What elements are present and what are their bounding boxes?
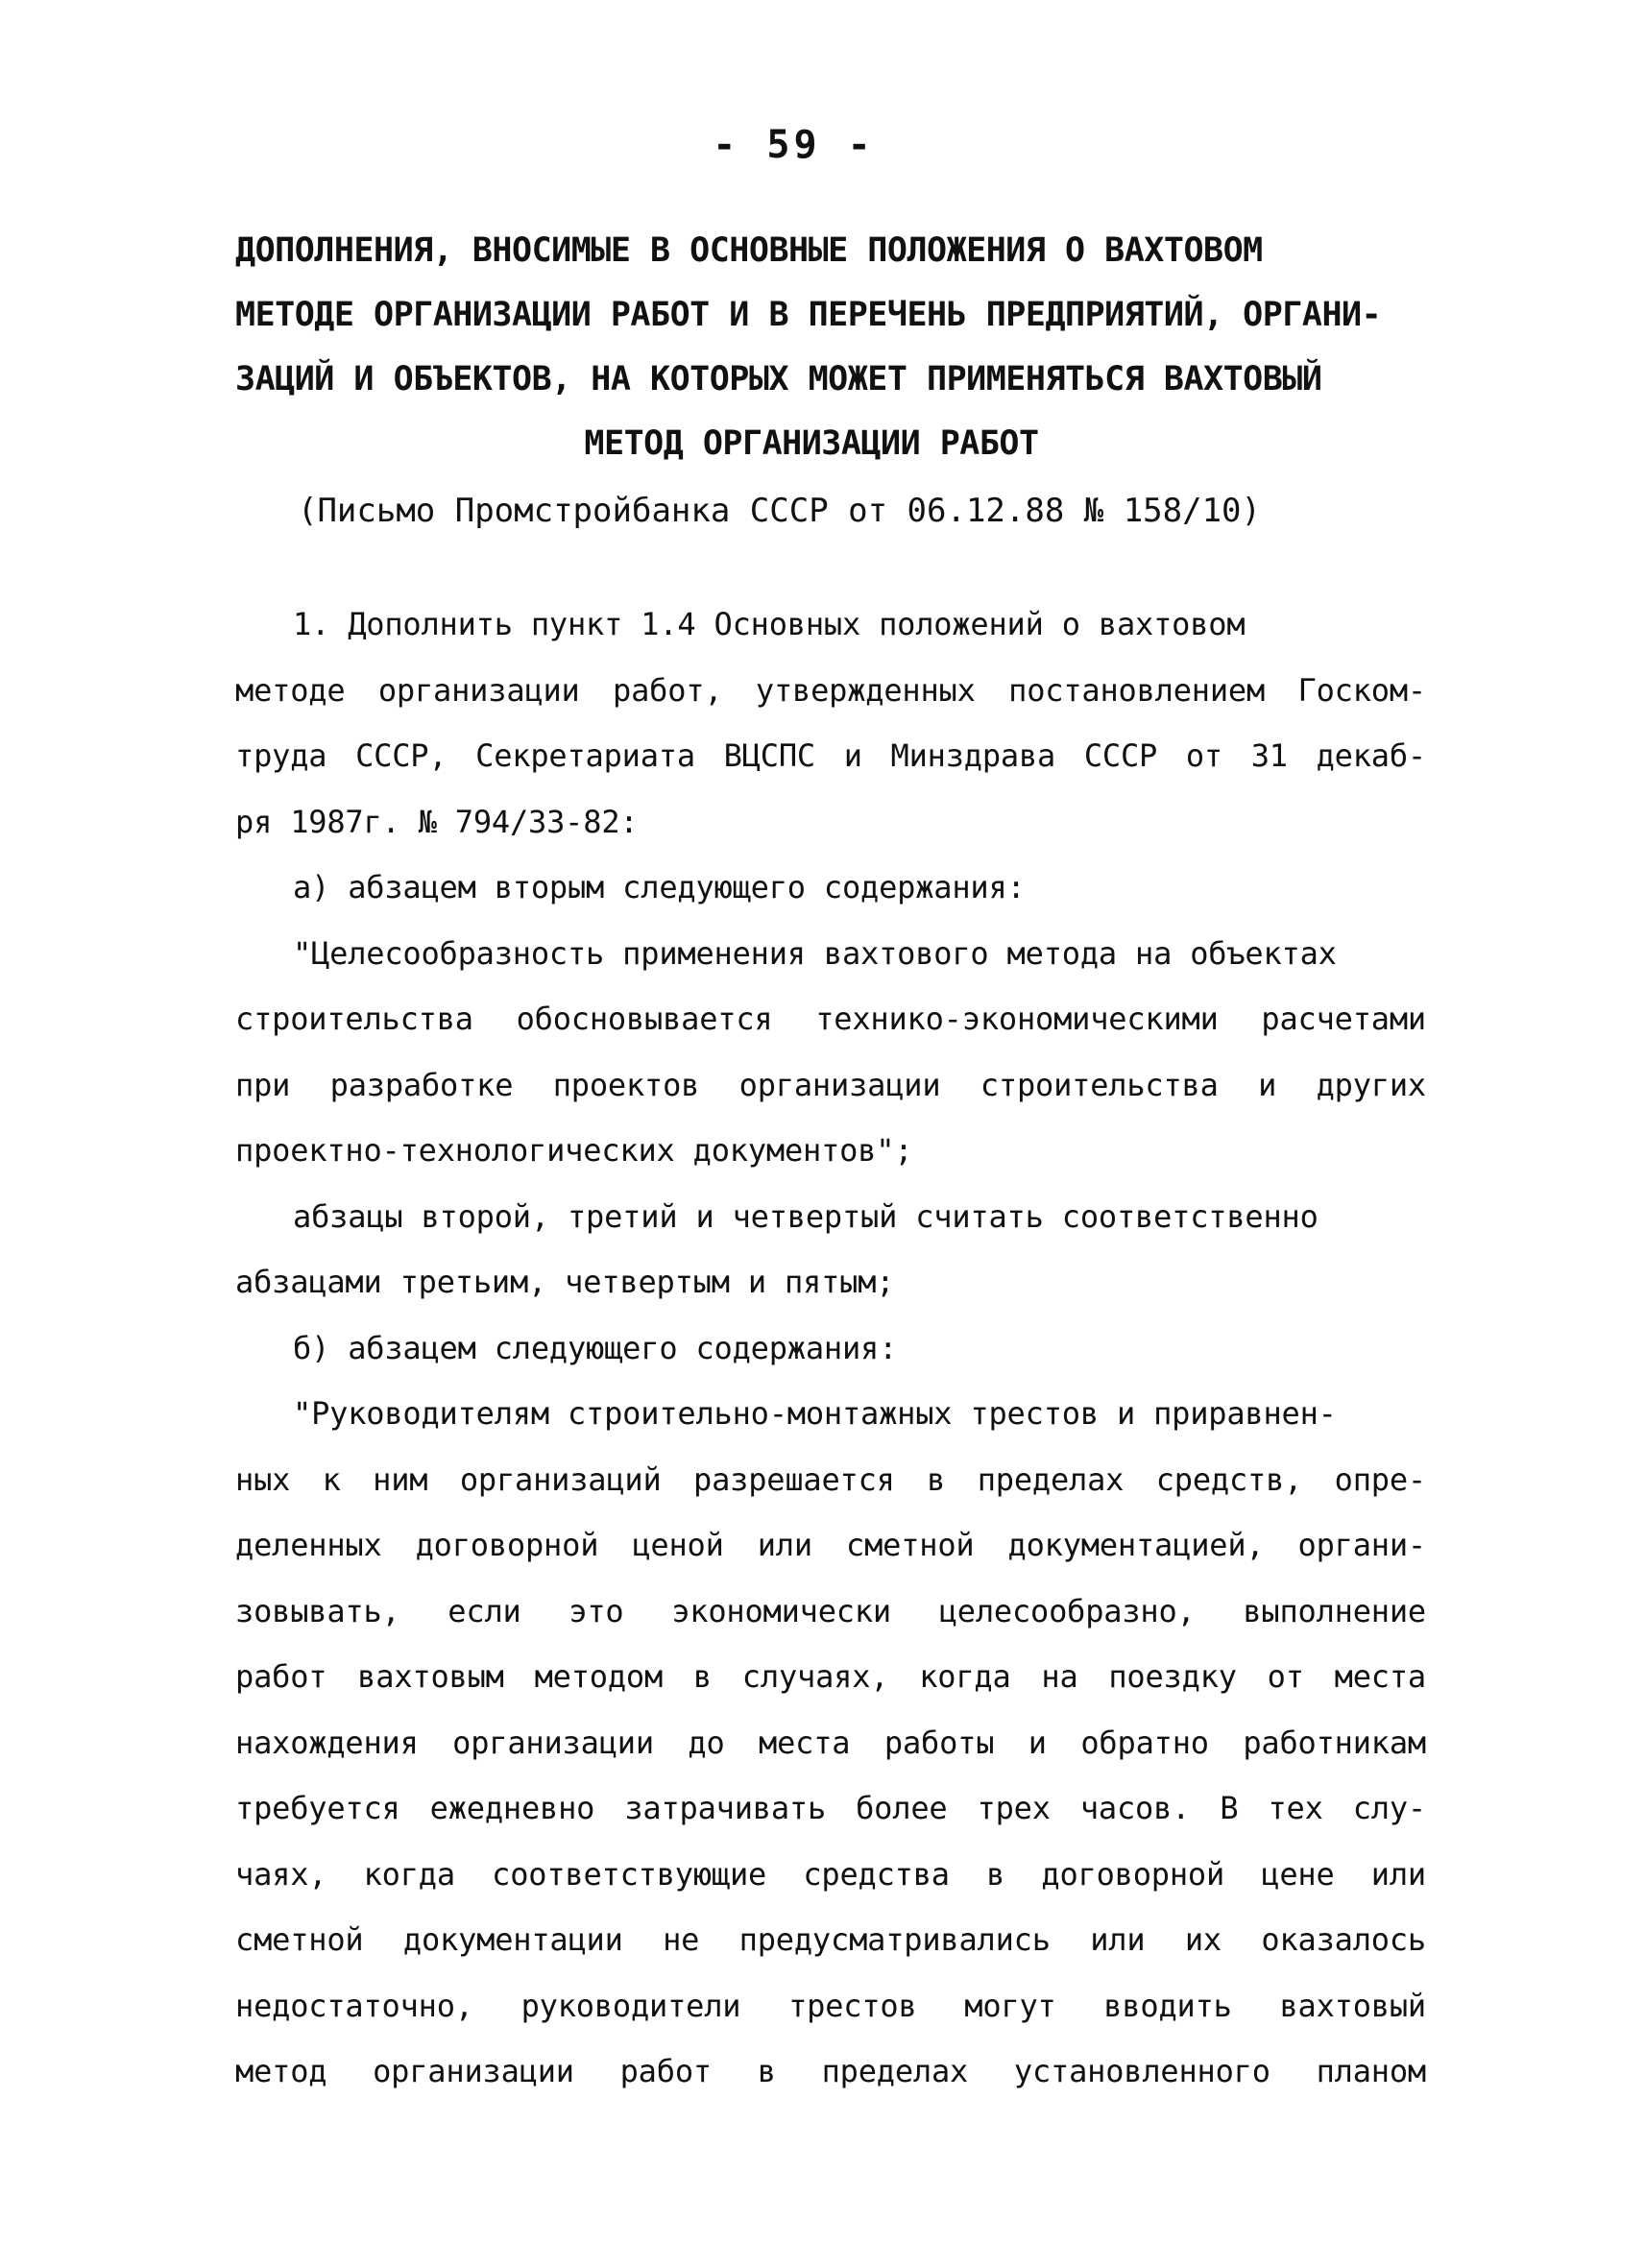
title-line: МЕТОД ОРГАНИЗАЦИИ РАБОТ [584,424,1039,463]
paragraph-line: сметной документации не предусматривались или их оказалось [235,1921,1426,1958]
paragraph-line: труда СССР, Секретариата ВЦСПС и Минздрава СССР от 31 декаб- [235,737,1426,774]
paragraph-line: недостаточно, руководители трестов могут вводить вахтовый [235,1987,1426,2024]
paragraph-line: чаях, когда соответствующие средства в договорной цене или [235,1855,1426,1893]
title-line: ЗАЦИЙ И ОБЪЕКТОВ, НА КОТОРЫХ МОЖЕТ ПРИМЕНЯТЬСЯ ВАХТОВЫЙ [235,360,1322,398]
paragraph-line: требуется ежедневно затрачивать более трех часов. В тех слу- [235,1790,1426,1826]
paragraph-line: зовывать, если это экономически целесообразно, выполнение [235,1592,1426,1629]
paragraph-line: при разработке проектов организации строительства и других [235,1066,1426,1103]
paragraph-line: абзацы второй, третий и четвертый считать соответственно [293,1197,1318,1235]
paragraph-line: методе организации работ, утвержденных постановлением Госком- [235,671,1426,709]
page-number: - 59 - [713,123,875,167]
paragraph-line: ря 1987г. № 794/33-82: [235,803,639,840]
paragraph-line: работ вахтовым методом в случаях, когда на поездку от места [235,1658,1426,1695]
document-body [235,591,1426,2105]
paragraph-line: проектно-технологических документов"; [235,1132,913,1169]
paragraph-line: "Руководителям строительно-монтажных трестов и приравнен- [293,1395,1337,1432]
source-reference: (Письмо Промстройбанка СССР от 06.12.88 № 158/10) [297,492,1262,530]
title-line: ДОПОЛНЕНИЯ, ВНОСИМЫЕ В ОСНОВНЫЕ ПОЛОЖЕНИЯ О ВАХТОВОМ [235,231,1263,270]
paragraph-line: ных к ним организаций разрешается в пределах средств, опре- [235,1460,1426,1498]
paragraph-line: абзацами третьим, четвертым и пятым; [235,1264,895,1300]
paragraph-line: а) абзацем вторым следующего содержания: [293,869,1026,905]
title-line: МЕТОДЕ ОРГАНИЗАЦИИ РАБОТ И В ПЕРЕЧЕНЬ ПРЕДПРИЯТИЙ, ОРГАНИ- [235,296,1382,334]
paragraph-line: нахождения организации до места работы и обратно работникам [235,1724,1426,1761]
paragraph-line: "Целесообразность применения вахтового метода на объектах [293,934,1337,972]
paragraph-line: метод организации работ в пределах установленного планом [235,2053,1426,2089]
paragraph-line: строительства обосновывается технико-экономическими расчетами [235,1001,1426,1037]
document-title [235,219,1426,476]
paragraph-line: б) абзацем следующего содержания: [293,1329,898,1366]
paragraph-line: деленных договорной ценой или сметной документацией, органи- [235,1527,1426,1563]
paragraph-line: 1. Дополнить пункт 1.4 Основных положений о вахтовом [293,606,1246,642]
